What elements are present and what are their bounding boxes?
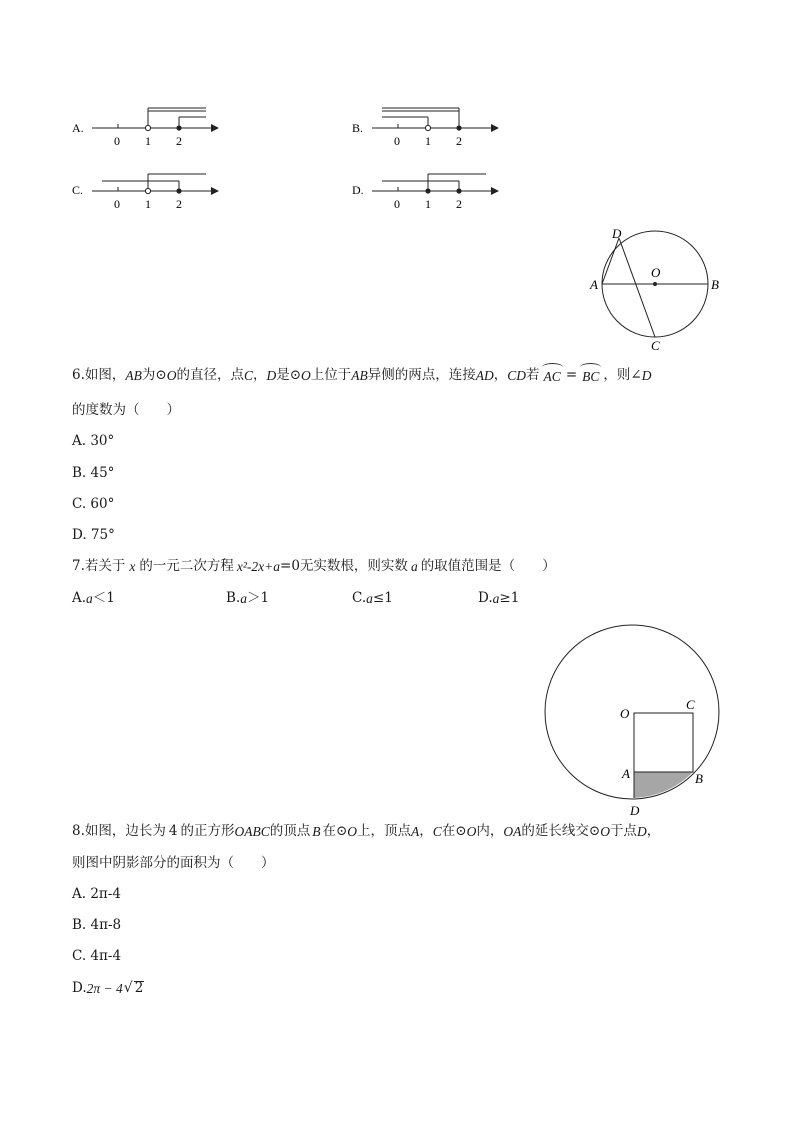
text: 是⊙ <box>276 366 302 383</box>
math-var: C <box>243 367 253 383</box>
q8-option-b[interactable]: B. 4π-8 <box>72 917 122 933</box>
math-var: a <box>492 591 500 606</box>
question-6-stem <box>72 367 651 384</box>
text: 在⊙ <box>441 823 467 839</box>
math-var: O <box>347 824 358 839</box>
label-d: D <box>612 226 622 241</box>
arc-bc: BC <box>582 369 600 384</box>
text: 为⊙ <box>141 366 167 383</box>
math-var: D <box>266 367 277 383</box>
math-var: a <box>366 591 373 606</box>
question-number: 7. <box>72 558 85 574</box>
sqrt-icon: √ <box>123 980 133 997</box>
number-line-d <box>352 174 498 211</box>
filled-circle <box>456 188 461 193</box>
option-label: B. <box>352 121 364 135</box>
label-b: B <box>711 277 719 292</box>
tick-label: 0 <box>114 134 120 148</box>
option-relation: ＞1 <box>246 590 270 606</box>
tick-label: 0 <box>394 134 400 148</box>
q8-option-c[interactable]: C. 4π-4 <box>72 948 122 964</box>
q6-option-b[interactable]: B. 45° <box>72 465 115 481</box>
number: 4 <box>168 823 178 839</box>
label-a: A <box>622 766 630 781</box>
q6-option-a[interactable]: A. 30° <box>72 433 115 449</box>
text: ， <box>646 823 661 839</box>
math-var: AB <box>351 367 368 383</box>
tick-label: 2 <box>456 134 462 148</box>
text: 异侧的两点，连接 <box>367 366 476 383</box>
math-var: CD <box>507 367 527 383</box>
math-var: A <box>411 824 420 839</box>
q7-option-d[interactable] <box>478 592 519 606</box>
text: 的取值范围是（ ） <box>420 558 556 574</box>
question-8-stem-line2: 则图中阴影部分的面积为（ ） <box>72 855 275 871</box>
equals-sign: = <box>565 366 578 383</box>
figure-q8-circle-square <box>540 620 725 820</box>
question-number: 8. <box>72 823 85 839</box>
math-var: a <box>410 559 418 574</box>
math-var: x <box>129 559 136 574</box>
center-point <box>653 282 657 286</box>
label-c: C <box>651 338 660 353</box>
math-var: a <box>86 591 93 606</box>
shaded-region <box>634 772 693 798</box>
q7-option-b[interactable] <box>226 592 269 606</box>
text: 于点 <box>609 823 637 839</box>
option-relation: ≤1 <box>372 590 393 606</box>
math-var: O <box>301 367 311 383</box>
figure-q6-circle <box>585 222 725 357</box>
text: 如图，边长为 <box>84 823 166 839</box>
option-letter: A. <box>72 590 87 606</box>
chord-cd <box>619 238 655 337</box>
equation: x²-2x+ <box>236 559 274 574</box>
text: 内， <box>476 823 504 839</box>
text: 上位于 <box>310 366 352 383</box>
label-a: A <box>590 277 598 292</box>
text: 的直径，点 <box>176 366 244 383</box>
question-7-stem <box>72 560 556 574</box>
tick-label: 0 <box>114 197 120 211</box>
text: 无实数根，则实数 <box>299 558 408 574</box>
text: 在⊙ <box>322 823 348 839</box>
text: ， <box>493 366 508 383</box>
math-var: O <box>466 824 477 839</box>
label-d: D <box>630 803 640 818</box>
number-line-c <box>72 174 218 211</box>
math-var: AD <box>475 367 494 383</box>
text: 的延长线交⊙ <box>521 823 601 839</box>
open-circle <box>145 125 150 130</box>
q7-option-a[interactable] <box>72 592 115 606</box>
q6-option-d[interactable]: D. 75° <box>72 527 115 543</box>
text: ，则∠ <box>603 366 642 383</box>
text: 如图， <box>84 366 126 383</box>
tick-label: 1 <box>145 134 151 148</box>
question-number: 6. <box>72 366 85 383</box>
filled-circle <box>456 125 461 130</box>
math-var: D <box>641 367 652 383</box>
math-var: a <box>240 591 247 606</box>
math-var: O <box>166 367 177 383</box>
text: 的正方形 <box>180 823 235 839</box>
open-circle <box>425 125 430 130</box>
question-8-stem <box>72 825 660 839</box>
filled-circle <box>425 188 430 193</box>
math-var: B <box>312 824 321 839</box>
option-label: A. <box>72 121 84 135</box>
q8-option-a[interactable]: A. 2π-4 <box>72 886 121 902</box>
option-relation: ≥1 <box>499 590 520 606</box>
sqrt-radicand: 2 <box>134 980 144 996</box>
tick-label: 1 <box>145 197 151 211</box>
math-expression: 2π − 4 <box>86 980 123 996</box>
text: 的一元二次方程 <box>139 558 234 574</box>
math-var: a <box>273 559 281 574</box>
tick-label: 2 <box>176 197 182 211</box>
math-var: OA <box>503 824 522 839</box>
option-relation: ＜1 <box>92 590 115 606</box>
q8-option-d[interactable] <box>72 981 144 996</box>
label-o: O <box>620 706 630 721</box>
tick-label: 1 <box>425 197 431 211</box>
math-var: D <box>636 824 647 839</box>
q7-option-c[interactable] <box>352 592 393 606</box>
tick-label: 2 <box>176 134 182 148</box>
text: 上，顶点 <box>357 823 412 839</box>
text: 的顶点 <box>269 823 311 839</box>
text: ， <box>252 366 267 383</box>
math-var: OABC <box>234 824 270 839</box>
question-6-stem-line2: 的度数为（ ） <box>72 402 180 418</box>
math-var: C <box>432 824 442 839</box>
text: 若 <box>526 366 540 383</box>
option-label: D. <box>352 183 364 197</box>
tick-label: 2 <box>456 197 462 211</box>
math-var: AB <box>125 367 142 383</box>
q6-option-c[interactable]: C. 60° <box>72 496 115 512</box>
open-circle <box>145 188 150 193</box>
equation: =0 <box>280 558 300 574</box>
text: ， <box>419 823 433 839</box>
arc-ac: AC <box>543 369 561 384</box>
option-label: C. <box>72 183 84 197</box>
label-o: O <box>651 265 661 280</box>
math-var: O <box>600 824 610 839</box>
tick-label: 1 <box>425 134 431 148</box>
label-b: B <box>695 771 703 786</box>
option-letter: D. <box>72 979 87 996</box>
option-letter: C. <box>352 590 367 606</box>
number-line-options <box>60 95 520 220</box>
tick-label: 0 <box>394 197 400 211</box>
label-c: C <box>686 697 695 712</box>
number-line-b <box>352 108 498 148</box>
square-oabc <box>634 713 693 772</box>
chord-ad <box>602 238 619 284</box>
option-letter: B. <box>226 590 241 606</box>
filled-circle <box>176 125 181 130</box>
text: 若关于 <box>84 558 126 574</box>
option-letter: D. <box>478 590 493 606</box>
number-line-a <box>72 108 218 148</box>
filled-circle <box>176 188 181 193</box>
